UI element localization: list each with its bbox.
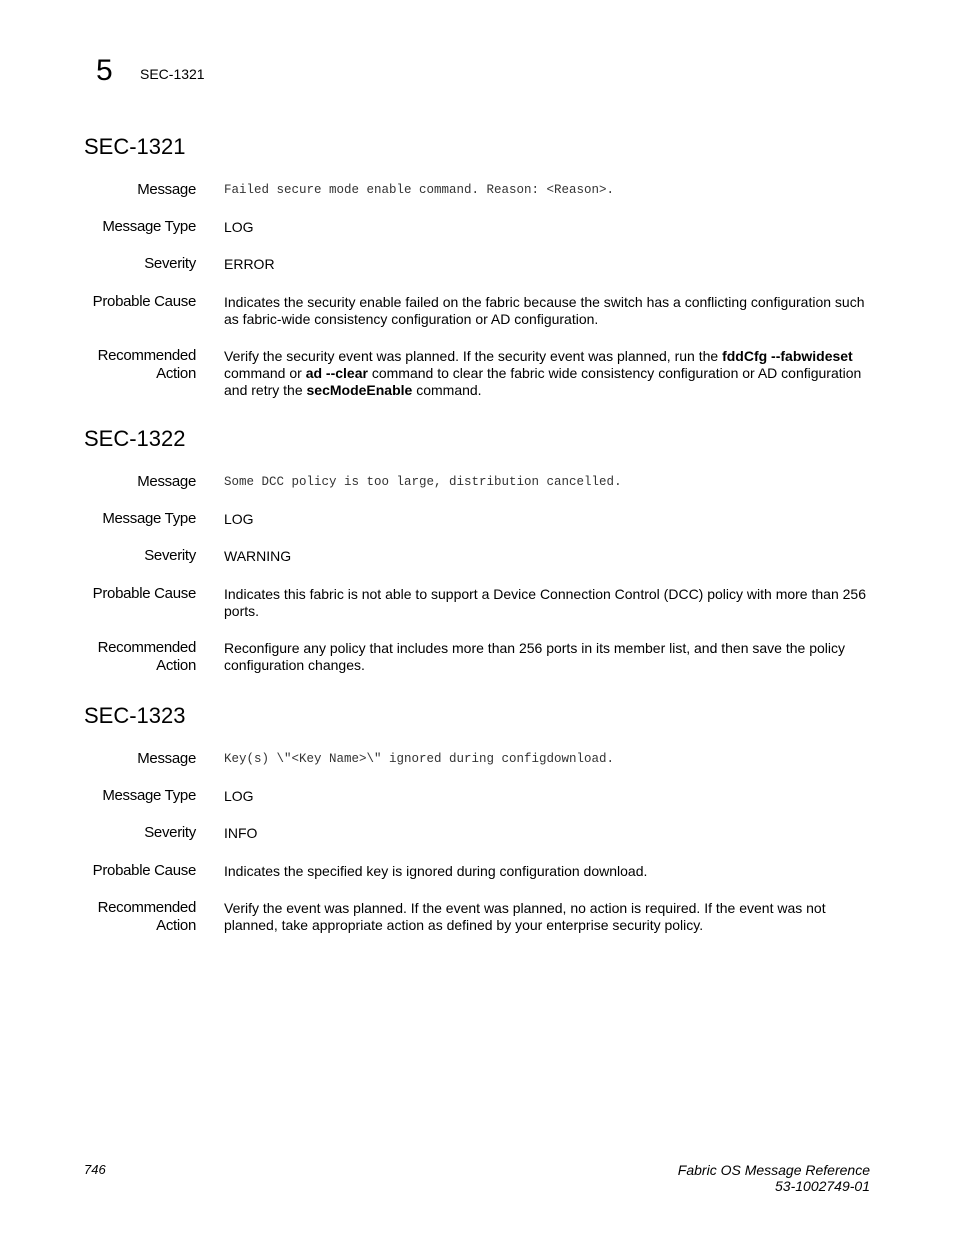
action-text-part: command. — [412, 382, 482, 398]
recommended-label-line1: Recommended — [97, 347, 196, 364]
recommended-action-text — [224, 348, 872, 399]
recommended-label-line2: Action — [156, 365, 196, 382]
message-label: Message — [137, 181, 196, 198]
message-label: Message — [137, 473, 196, 490]
probable-cause-label: Probable Cause — [92, 862, 196, 879]
message-type-label: Message Type — [102, 218, 196, 235]
message-text: Key(s) \"<Key Name>\" ignored during configdownload. — [224, 752, 615, 766]
action-text-part: command to clear the fabric wide consistency configuration or AD configuration and retry the — [224, 365, 862, 398]
recommended-action-label — [0, 347, 196, 383]
message-label: Message — [137, 750, 196, 767]
section-title: SEC-1323 — [84, 703, 186, 728]
severity-value: WARNING — [224, 548, 292, 564]
recommended-action-text: Reconfigure any policy that includes more than 256 ports in its member list, and then save the policy configuration changes. — [224, 640, 845, 673]
severity-value: INFO — [224, 825, 258, 841]
recommended-action-label — [0, 899, 196, 935]
message-type-value: LOG — [224, 511, 254, 527]
probable-cause-text: Indicates the security enable failed on the fabric because the switch has a conflicting configuration such as fabric-wide consistency configuration or AD configuration. — [224, 294, 865, 327]
doc-title: Fabric OS Message Reference — [677, 1162, 870, 1178]
recommended-label-line1: Recommended — [97, 899, 196, 916]
recommended-action-text: Verify the event was planned. If the event was planned, no action is required. If the event was not planned, take appropriate action as defined by your enterprise security policy. — [224, 900, 826, 933]
action-text-part: Verify the security event was planned. If the security event was planned, run the — [224, 348, 723, 364]
footer-doc-info — [678, 1162, 870, 1194]
message-type-label: Message Type — [102, 510, 196, 527]
recommended-label-line1: Recommended — [97, 639, 196, 656]
message-type-value: LOG — [224, 219, 254, 235]
command-secmodeenable: secModeEnable — [306, 382, 413, 398]
command-ad-clear: ad --clear — [305, 365, 368, 381]
page-number: 746 — [84, 1162, 106, 1177]
recommended-action-label — [0, 639, 196, 675]
probable-cause-label: Probable Cause — [92, 585, 196, 602]
section-title: SEC-1322 — [84, 426, 186, 451]
doc-number: 53-1002749-01 — [775, 1178, 870, 1194]
probable-cause-label: Probable Cause — [92, 293, 196, 310]
recommended-label-line2: Action — [156, 917, 196, 934]
severity-value: ERROR — [224, 256, 275, 272]
message-type-value: LOG — [224, 788, 254, 804]
severity-label: Severity — [144, 547, 196, 564]
severity-label: Severity — [144, 824, 196, 841]
probable-cause-text: Indicates this fabric is not able to support a Device Connection Control (DCC) policy with more than 256 ports. — [224, 586, 866, 619]
message-text: Some DCC policy is too large, distribution cancelled. — [224, 475, 622, 489]
chapter-number: 5 — [96, 54, 113, 87]
recommended-label-line2: Action — [156, 657, 196, 674]
probable-cause-text: Indicates the specified key is ignored during configuration download. — [224, 863, 648, 879]
message-text: Failed secure mode enable command. Reason: <Reason>. — [224, 183, 615, 197]
action-text-part: command or — [224, 365, 306, 381]
message-type-label: Message Type — [102, 787, 196, 804]
section-title: SEC-1321 — [84, 134, 186, 159]
running-head: SEC-1321 — [140, 66, 205, 82]
command-fddcfg: fddCfg --fabwideset — [722, 348, 853, 364]
severity-label: Severity — [144, 255, 196, 272]
